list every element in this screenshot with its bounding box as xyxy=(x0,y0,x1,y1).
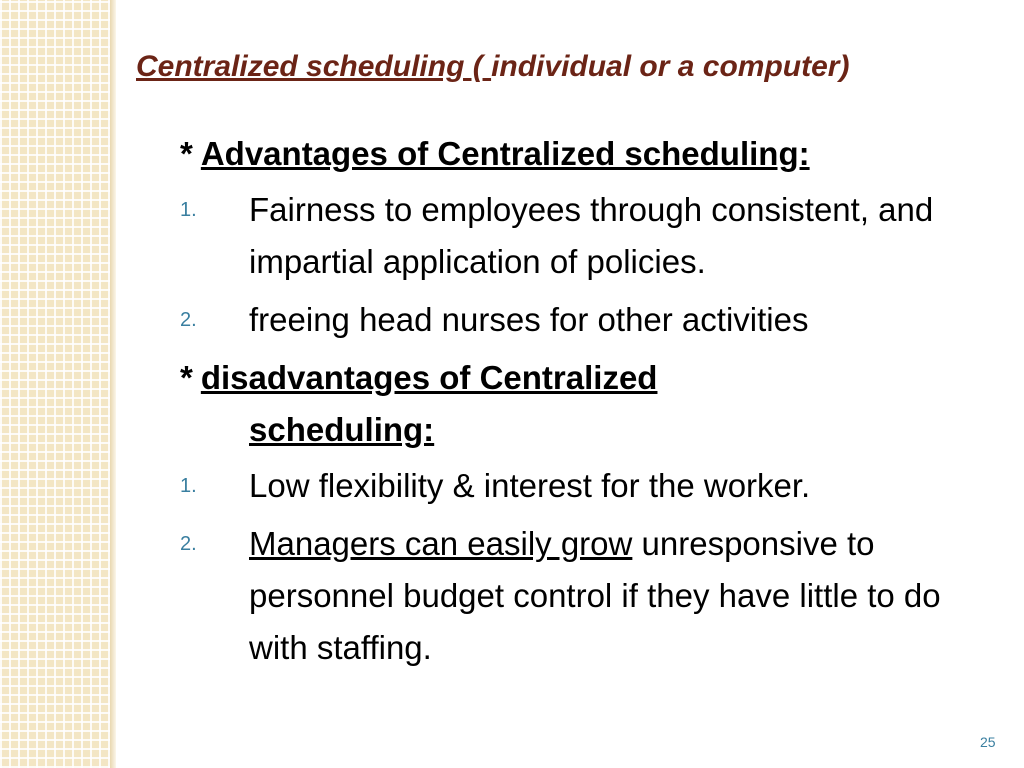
disadvantages-heading xyxy=(180,352,1000,456)
disadvantage-item-2-number: 2. xyxy=(180,533,197,555)
slide-title-rest: individual or a computer) xyxy=(491,50,850,83)
disadvantage-item-2-underlined: Managers can easily grow xyxy=(249,525,633,562)
slide-title-underlined: Centralized scheduling ( xyxy=(136,50,492,83)
disadvantage-item-2-text: unresponsive to personnel budget control if they have little to do with staffing. xyxy=(249,525,941,666)
slide-body xyxy=(180,128,1000,680)
disadvantages-star: * xyxy=(180,359,193,396)
disadvantage-item-1-text: Low flexibility & interest for the worker. xyxy=(249,467,811,504)
disadvantages-heading-line2: scheduling: xyxy=(249,411,435,448)
disadvantage-item-1 xyxy=(180,460,1000,512)
decorative-side-strip xyxy=(0,0,110,768)
advantage-item-2 xyxy=(180,294,1000,346)
disadvantage-item-1-number: 1. xyxy=(180,475,197,497)
advantage-item-1-number: 1. xyxy=(180,199,197,221)
slide-title xyxy=(136,50,849,84)
advantage-item-2-number: 2. xyxy=(180,309,197,331)
advantage-item-1-text: Fairness to employees through consistent, and impartial application of policies. xyxy=(249,191,934,280)
advantage-item-1 xyxy=(180,184,1000,288)
page-number: 25 xyxy=(980,734,996,750)
advantages-star: * xyxy=(180,135,193,172)
side-strip-edge xyxy=(110,0,116,768)
advantages-heading-text: Advantages of Centralized scheduling: xyxy=(200,135,810,172)
advantage-item-2-text: freeing head nurses for other activities xyxy=(249,301,809,338)
disadvantage-item-2 xyxy=(180,518,1000,674)
advantages-heading xyxy=(180,128,1000,180)
disadvantages-heading-line1: disadvantages of Centralized xyxy=(200,359,658,396)
